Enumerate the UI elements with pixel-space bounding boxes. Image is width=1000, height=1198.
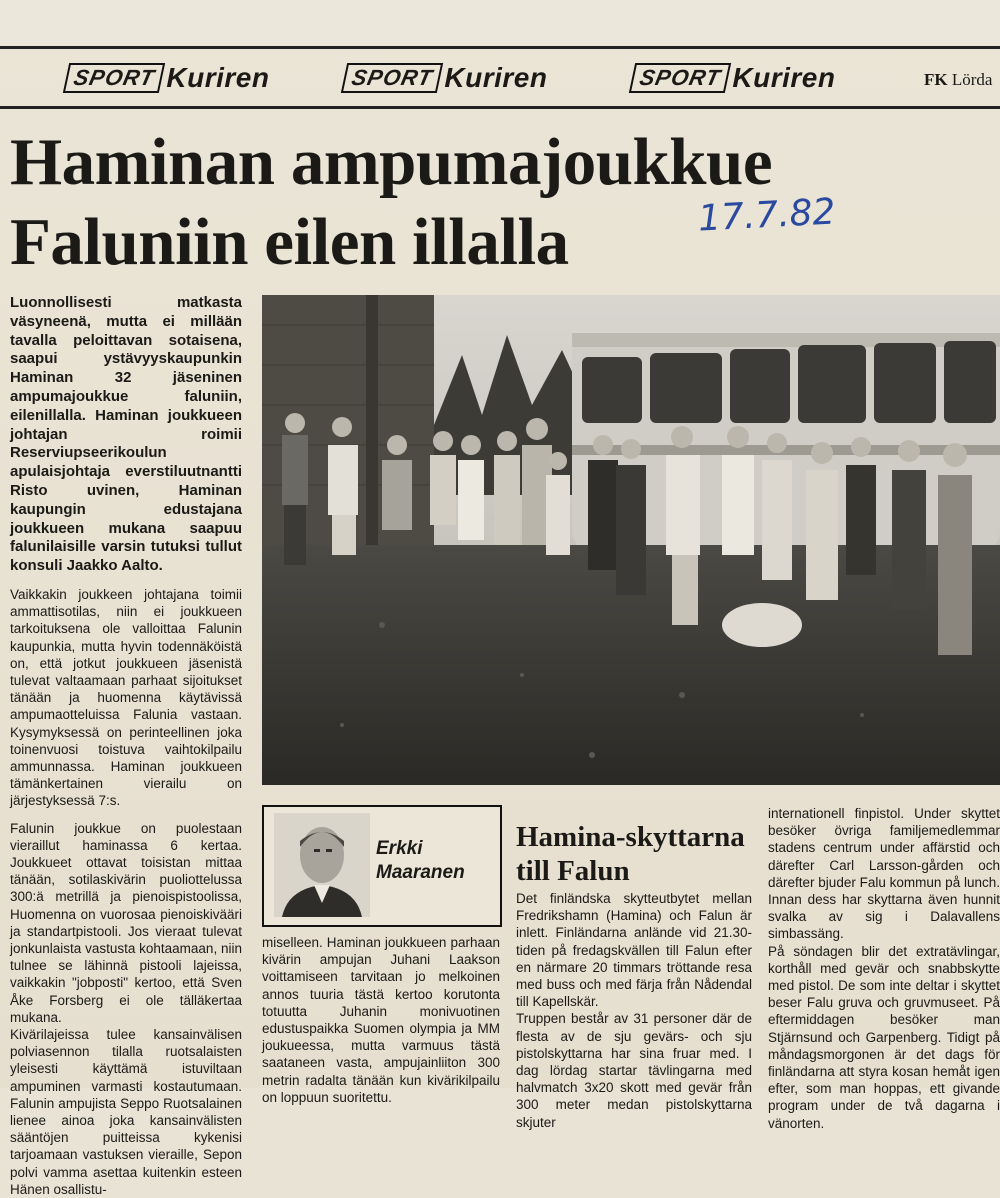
masthead-logo-1: [66, 60, 269, 96]
handwritten-date: 17.7.82: [697, 191, 837, 240]
logo-kuriren: Kuriren: [732, 62, 836, 93]
swedish-paragraph: internationell finpistol. Under skyttet besöker övriga familjemedlemmar stadens centrum under affärstid och därefter Carl Larsson-gården och därefter bjuder Falu kommun på lunch. Innan dess har skyttarna även hunnit svalka av sig i Dalavallens simbassäng.: [768, 806, 1000, 942]
body-continuation: miselleen. Haminan joukkueen parhaan kivärin ampujan Juhani Laakson voittamiseen tarvitaan jo melkoinen annos tuuria tästä kertoo korutonta totuutta Juhanin monivuotinen edustuspaikka Suomen olympia ja MM joukueessa, mutta varmuus tästä saataneen vasta, ampujainliiton 300 metrin radalta tänään kun kivärikilpailu on loppuun suoritettu.: [262, 935, 500, 1105]
paper-top-edge: [0, 0, 1000, 44]
body-paragraph: Kivärilajeissa tulee kansainvälisen polviasennon tilalla ruotsalaisten yleisesti käyttämä istuviltaan ampuminen varmasti kostautumaan. Falunin ampujista Seppo Ruotsalainen lienee ainoa joka kansainvälisten sääntöjen puitteissa kykenisi tarjoamaan vastuksen vieraille, Sepon polvi vamma asettaa kuitenkin esteen Hänen osallistu-: [10, 1027, 242, 1197]
author-name: [376, 837, 465, 885]
corner-day: Lörda: [951, 70, 993, 89]
headline-line-1: Haminan ampumajoukkue: [10, 125, 773, 199]
lead-paragraph: Luonnollisesti matkasta väsyneenä, mutta ei millään tavalla peloittavan sotaisena, saapui ystävyyskaupunkin Haminan 32 jäseninen ampumajoukkue faluniin, eilenillalla. Haminan joukkueen johtajan roimii Reserviupseerikoulun apulaisjohtaja everstiluutnantti Risto uvinen, Haminan kaupungin edustajana joukkueen mukana saapuu falunilaisille varsin tutuksi tullut konsuli Jaakko Aalto.: [10, 294, 242, 575]
swedish-paragraph: Truppen består av 31 personer där de flesta av de sju gevärs- och sju pistolskyttarna har sina fruar med. I dag lördag startar tävlingarna med halvmatch 3x20 skott med gevär från 300 meter medan pistolskyttarna skjuter: [516, 1011, 752, 1130]
masthead-bottom-rule: [0, 106, 1000, 109]
masthead-top-rule: [0, 46, 1000, 49]
body-paragraph: Falunin joukkue on puolestaan vieraillut haminassa 6 kertaa. Joukkueet ottavat toisistan mittaa tänään, sotilaskivärin puoliottelussa 300:ä metrillä ja pienoispistoolissa, Huomenna on vuorosaa pienoiskivääri ja standartpistooli. Jos vieraat tulevat jonkunlaista vastusta kohtaamaan, niin tulnee se lähinnä pistooli lajeissa, vaikkakin "jobposti" kertoo, että Sven Åke Forsberg ei ole tälläkertaa mukana.: [10, 820, 242, 1025]
swedish-column-1: [516, 890, 752, 1131]
logo-sport: SPORT: [63, 63, 166, 93]
left-column: [10, 294, 242, 1198]
logo-sport: SPORT: [341, 63, 444, 93]
team-arrival-photo: [262, 295, 1000, 785]
swedish-headline: [516, 820, 745, 888]
author-last-name: Maaranen: [376, 862, 465, 883]
swedish-column-2: [768, 805, 1000, 1132]
body-paragraph: Vaikkakin joukkeen johtajana toimii ammattisotilas, niin ei joukkueen tarkoituksena ole valloittaa Falunin kaupunkia, mutta hyvin todennäköistä on, että jotkut joukkueen jäsenistä tulevat valtaamaan parhaat sijoitukset tänään ja huomenna käytävissä ampumaotteluissa Falunia vastaan. Kysymyksessä on perinteellinen joka toinenvuosi toistuva vaihtokilpailu ammunnassa. Haminan joukkueen tämänkertainen vierailu on järjestyksessä 7:s.: [10, 586, 242, 809]
swedish-paragraph: På söndagen blir det extratävlingar, korthåll med gevär och snabbskytte med pistol. De som inte deltar i skyttet beser Falu gruva och gruvmuseet. På eftermiddagen besöker man Stjärnsund och Garpenberg. Tidigt på måndagsmorgonen är det dags för finländarna att styra kosan hemåt igen efter, som man hoppas, ett givande program under de två dagarna i vänorten.: [768, 943, 1000, 1131]
article-headline: [10, 122, 772, 282]
headline-line-2: Faluniin eilen illalla: [10, 205, 569, 279]
logo-kuriren: Kuriren: [166, 62, 270, 93]
logo-kuriren: Kuriren: [444, 62, 548, 93]
author-portrait: [274, 813, 370, 917]
swedish-headline-line-2: till Falun: [516, 855, 630, 887]
author-first-name: Erkki: [376, 838, 423, 859]
corner-fk: FK: [924, 70, 948, 89]
masthead-corner: [924, 70, 992, 90]
swedish-paragraph: Det finländska skytteutbytet mellan Fredrikshamn (Hamina) och Falun är inlett. Finländarna anlände vid 21.30-tiden på fredagskvällen till Falun efter en närmare 20 timmars tröttande resa med buss och med färja från Nådendal till Kapellskär.: [516, 891, 752, 1010]
logo-sport: SPORT: [629, 63, 732, 93]
author-byline: [262, 805, 502, 927]
masthead-logo-2: [344, 60, 547, 96]
swedish-headline-line-1: Hamina-skyttarna: [516, 821, 745, 853]
masthead-logo-3: [632, 60, 835, 96]
